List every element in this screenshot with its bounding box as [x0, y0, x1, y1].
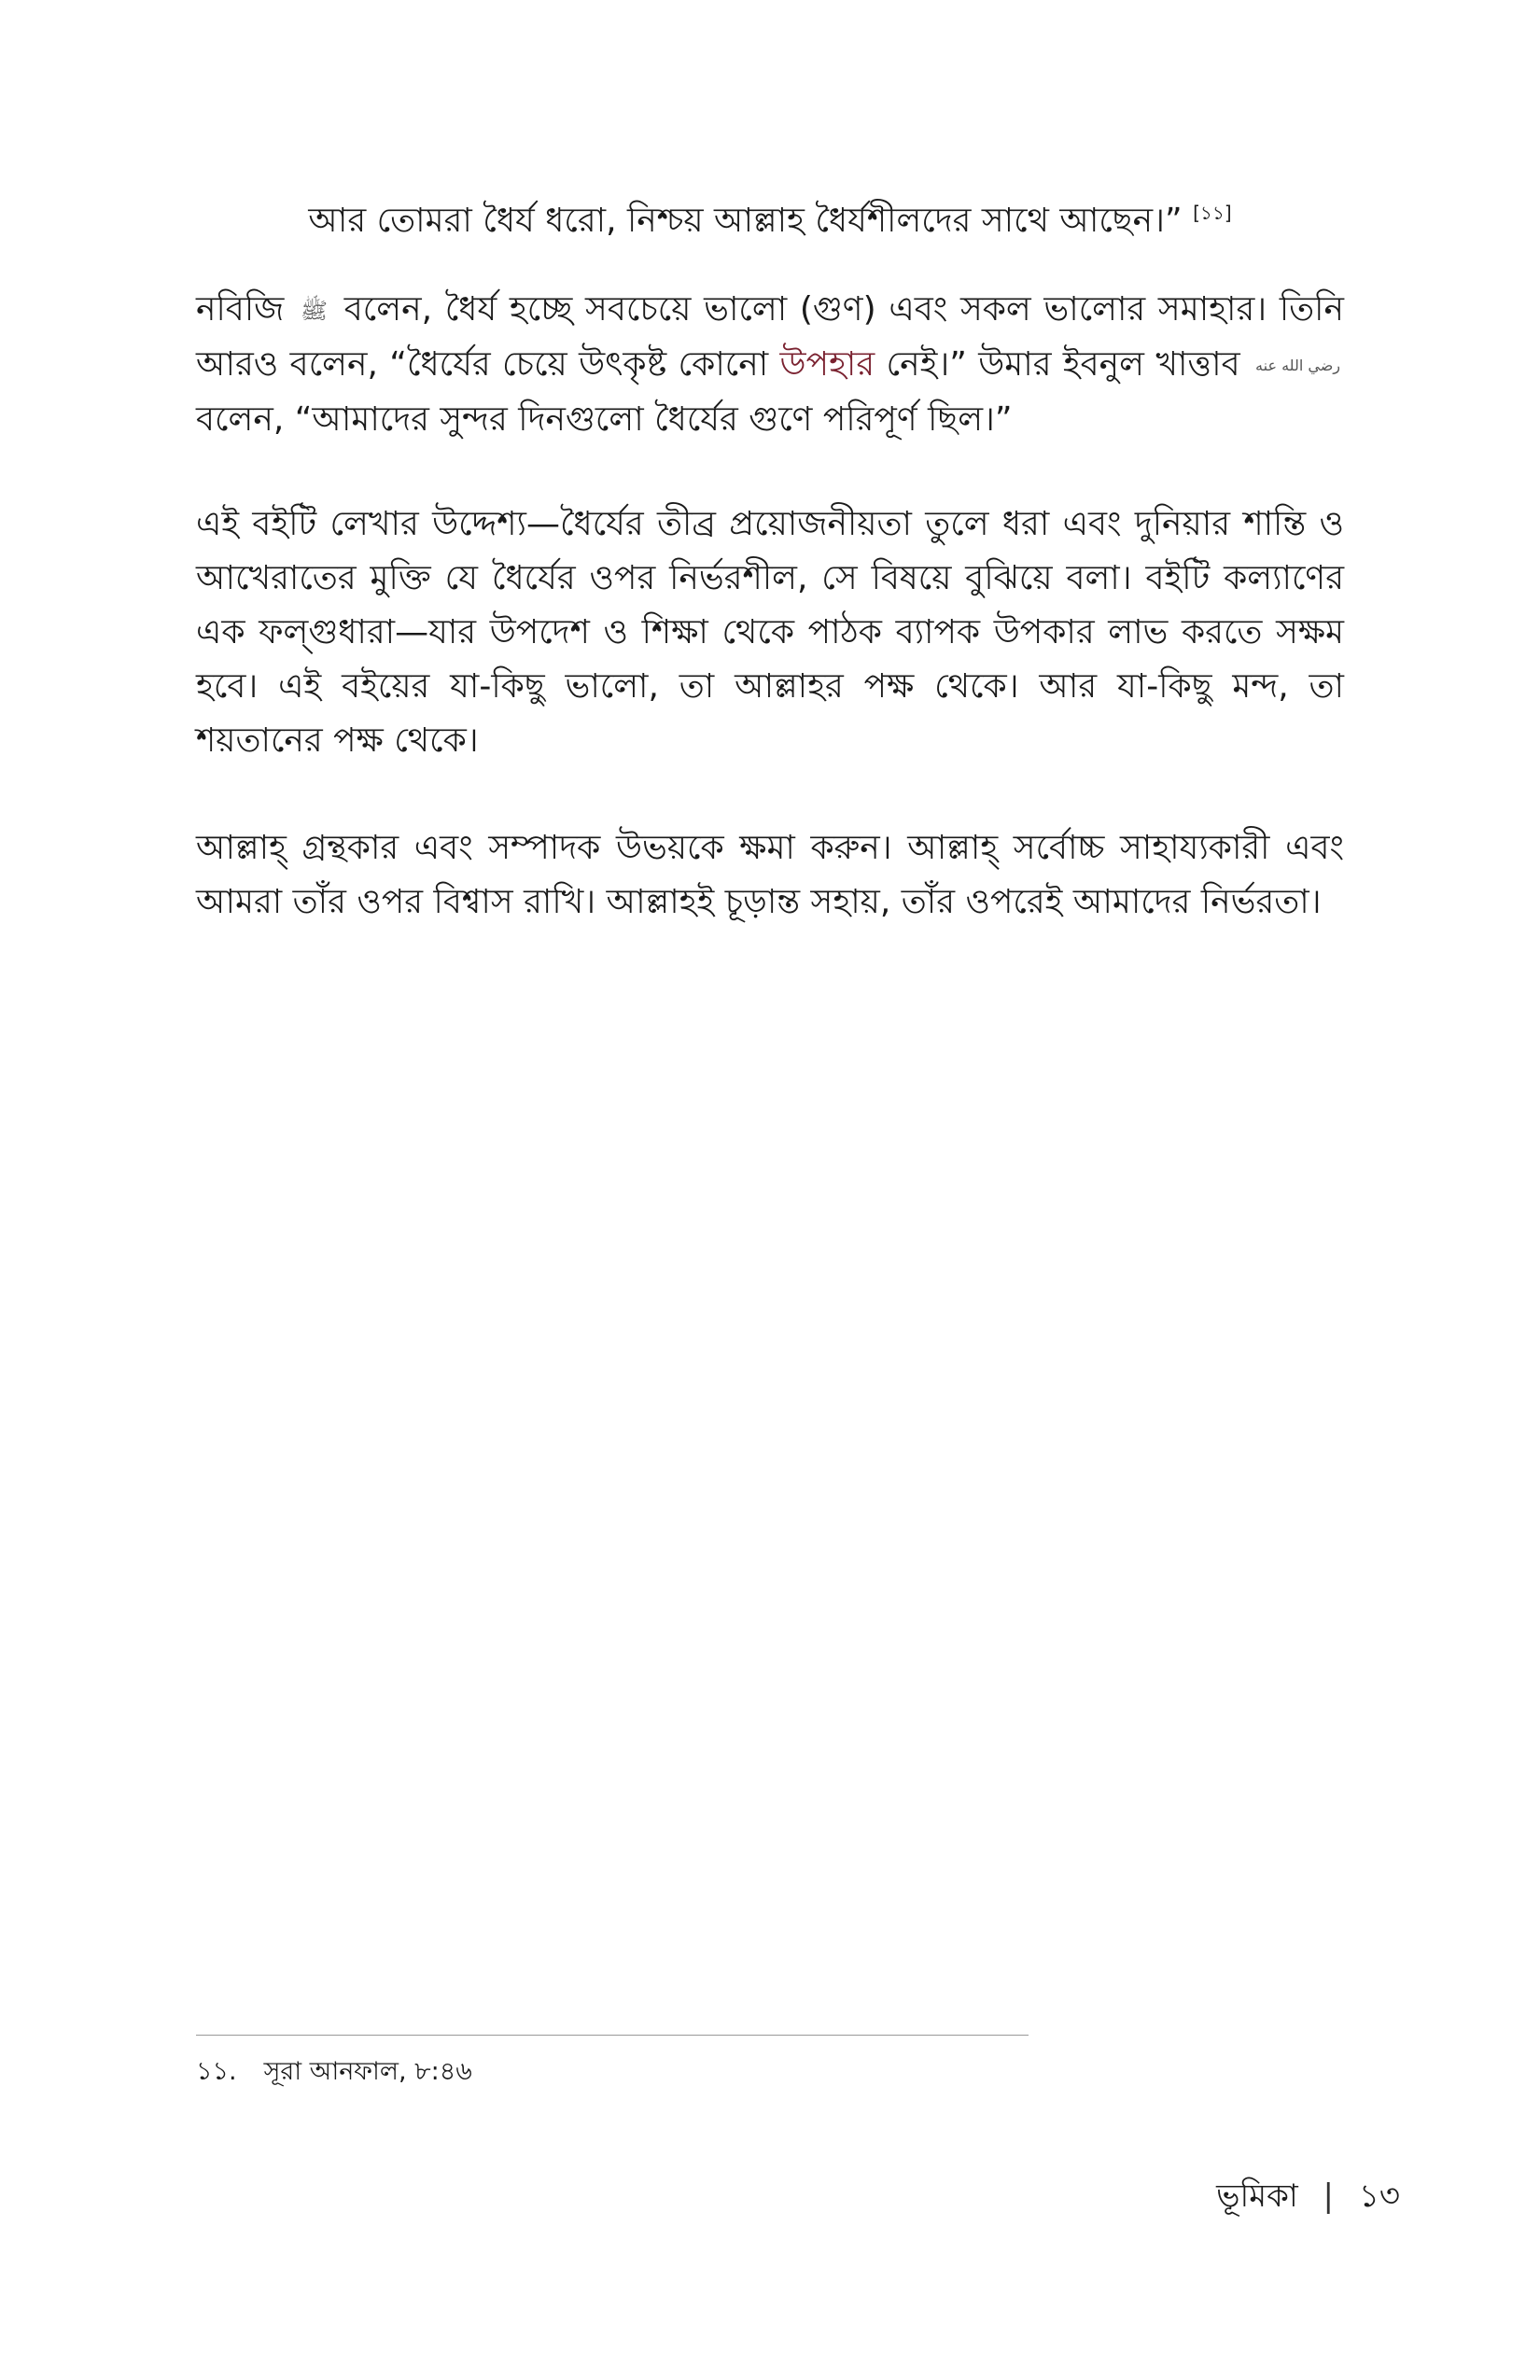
- paragraph-book-purpose: এই বইটি লেখার উদ্দেশ্য—ধৈর্যের তীব্র প্রয়োজনীয়তা তুলে ধরা এবং দুনিয়ার শান্তি ও আখেরাতের মুক্তি যে ধৈর্যের ওপর নির্ভরশীল, সে বিষয়ে বুঝিয়ে বলা। বইটি কল্যাণের এক ফল্গুধারা—যার উপদেশ ও শিক্ষা থেকে পাঠক ব্যাপক উপকার লাভ করতে সক্ষম হবে। এই বইয়ের যা-কিছু ভালো, তা আল্লাহর পক্ষ থেকে। আর যা-কিছু মন্দ, তা শয়তানের পক্ষ থেকে।: [196, 505, 1344, 760]
- page-number: ১৩: [1358, 2177, 1400, 2215]
- quote-text: আর তোমরা ধৈর্য ধরো, নিশ্চয় আল্লাহ ধৈর্যশীলদের সাথে আছেন।”: [308, 202, 1183, 240]
- footer-separator: |: [1323, 2177, 1335, 2215]
- footnote-reference[interactable]: [১১]: [1193, 202, 1232, 224]
- paragraph-patience-sayings: [196, 283, 1344, 447]
- footnote-number: ১১.: [196, 2057, 237, 2086]
- radiallahu-anhu-calligraphy-icon: رضي الله عنه: [1255, 357, 1340, 374]
- footnote: [196, 2053, 472, 2091]
- section-title: ভূমিকা: [1216, 2177, 1298, 2215]
- footnote-text: সূরা আনফাল, ৮:৪৬: [263, 2057, 472, 2086]
- p1-part1: নবিজি: [196, 290, 285, 329]
- running-footer: [1216, 2173, 1400, 2219]
- paragraph-dua: আল্লাহ্ গ্রন্থকার এবং সম্পাদক উভয়কে ক্ষমা করুন। আল্লাহ্ সর্বোচ্চ সাহায্যকারী এবং আমরা তাঁর ওপর বিশ্বাস রাখি। আল্লাহই চূড়ান্ত সহায়, তাঁর ওপরেই আমাদের নির্ভরতা।: [196, 829, 1344, 921]
- p1-part3: নেই।” উমার ইবনুল খাত্তাব: [886, 345, 1240, 384]
- p1-highlight-word: উপহার: [779, 345, 875, 384]
- quran-quote: [196, 187, 1344, 247]
- salawat-calligraphy-icon: ﷺ: [301, 298, 329, 324]
- footnote-divider: [196, 2035, 1029, 2036]
- p1-part2: বলেন, ধৈর্য হচ্ছে সবচেয়ে ভালো (গুণ) এবং সকল ভালোর সমাহার। তিনি আরও বলেন, “ধৈর্যের চেয়ে উৎকৃষ্ট কোনো: [196, 290, 1344, 384]
- p1-part4: বলেন, “আমাদের সুন্দর দিনগুলো ধৈর্যের গুণে পরিপূর্ণ ছিল।”: [196, 400, 1013, 439]
